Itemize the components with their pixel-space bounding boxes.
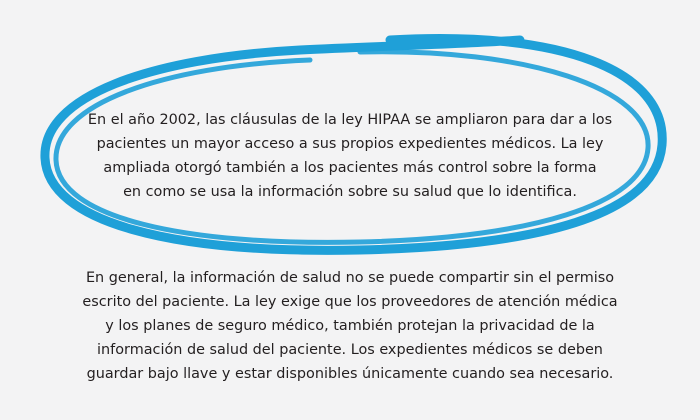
- callout-line: en como se usa la información sobre su salud que lo identifica.: [123, 184, 577, 200]
- callout-line: pacientes un mayor acceso a sus propios expedientes médicos. La ley: [96, 136, 604, 152]
- body-line: información de salud del paciente. Los expedientes médicos se deben: [97, 342, 603, 358]
- body-line: y los planes de seguro médico, también protejan la privacidad de la: [105, 318, 595, 334]
- callout-paragraph: [70, 108, 630, 204]
- body-paragraph: [60, 266, 640, 386]
- callout-line: En el año 2002, las cláusulas de la ley HIPAA se ampliaron para dar a los: [87, 112, 613, 128]
- callout-line: ampliada otorgó también a los pacientes más control sobre la forma: [103, 160, 597, 176]
- body-line: escrito del paciente. La ley exige que los proveedores de atención médica: [82, 294, 618, 310]
- body-line: En general, la información de salud no se puede compartir sin el permiso: [85, 270, 615, 286]
- body-line: guardar bajo llave y estar disponibles únicamente cuando sea necesario.: [86, 366, 614, 382]
